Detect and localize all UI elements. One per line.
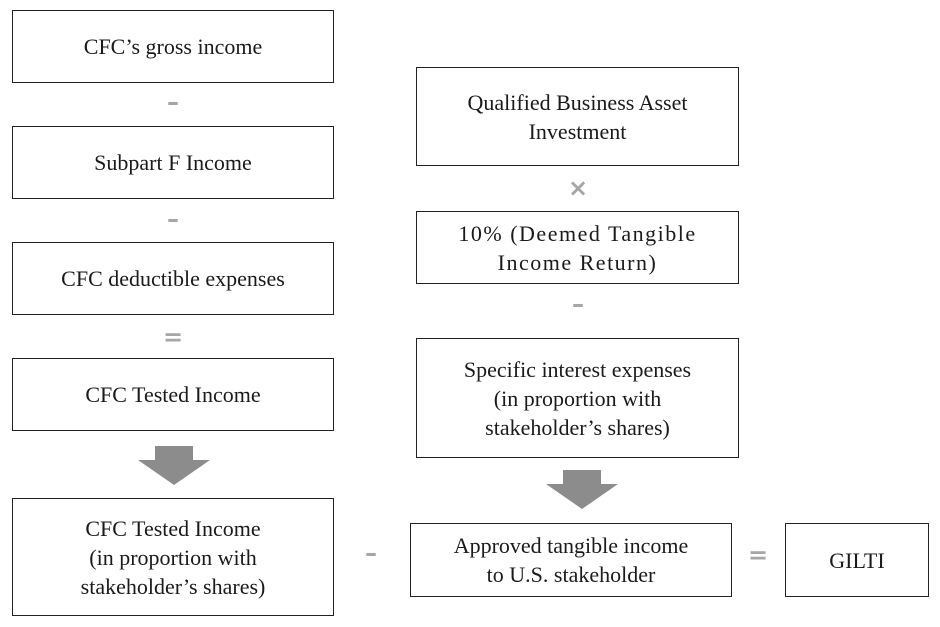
gross-income-box [12,10,334,83]
approved-tangible-income-box [410,523,732,597]
minus-operator-3: – [572,290,584,318]
tested-income-box [12,358,334,431]
equals-operator-1: = [162,323,184,351]
qbai-box [416,67,739,166]
gilti-box [785,523,929,597]
down-arrow-right-icon [544,470,620,510]
deemed-tangible-return-label: 10% (Deemed Tangible Income Return) [458,220,697,275]
deemed-tangible-return-box [416,211,739,284]
deductible-expenses-box [12,242,334,315]
minus-operator-4: – [365,539,377,567]
interest-expenses-label: Specific interest expenses (in proportion with stakeholder’s shares) [463,356,692,440]
times-operator: × [567,174,589,202]
subpart-f-box [12,126,334,199]
subpart-f-label: Subpart F Income [94,150,252,175]
down-arrow-left-icon [136,446,212,486]
interest-expenses-box [416,338,739,458]
deductible-expenses-label: CFC deductible expenses [61,266,285,291]
minus-operator-2: – [167,205,179,233]
gilti-label: GILTI [829,547,885,573]
tested-income-proportion-label: CFC Tested Income (in proportion with stakeholder’s shares) [80,515,266,599]
tested-income-proportion-box [12,498,334,616]
tested-income-label: CFC Tested Income [85,382,261,407]
gross-income-label: CFC’s gross income [83,34,263,59]
approved-tangible-income-label: Approved tangible income to U.S. stakeholder [453,533,689,587]
equals-operator-2: = [747,541,769,569]
qbai-label: Qualified Business Asset Investment [467,89,688,144]
minus-operator-1: – [167,88,179,116]
